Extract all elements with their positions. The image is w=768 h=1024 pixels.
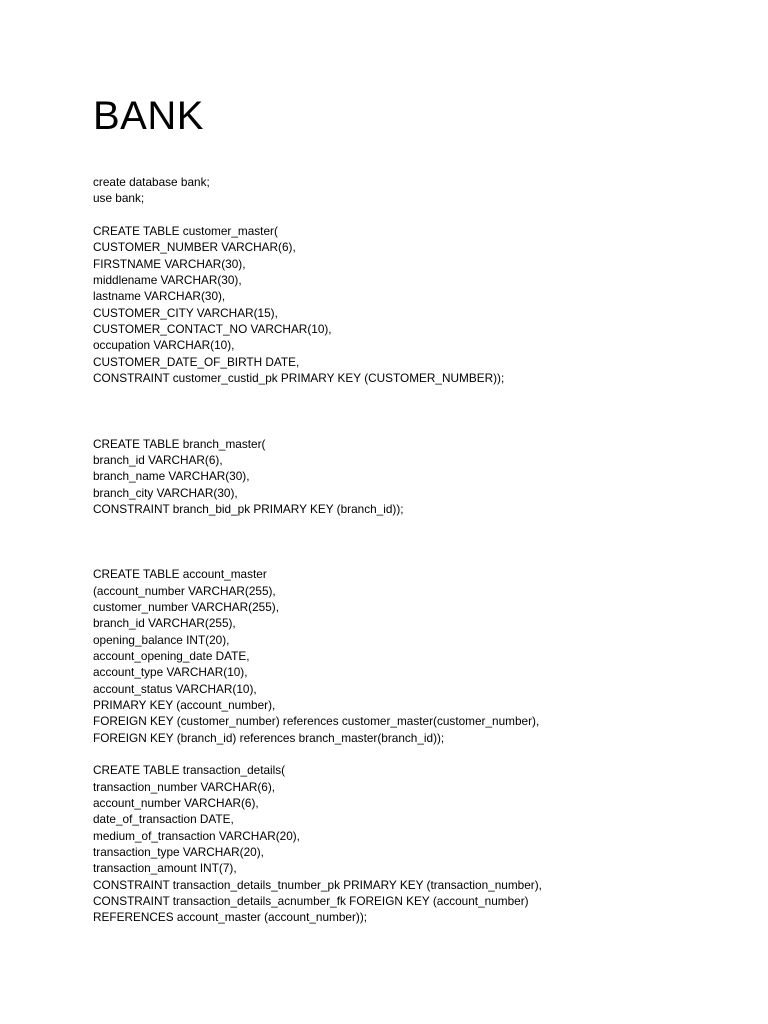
code-line: CREATE TABLE customer_master( xyxy=(93,224,278,239)
code-line: date_of_transaction DATE, xyxy=(93,812,234,827)
code-line: account_type VARCHAR(10), xyxy=(93,665,248,680)
code-line: PRIMARY KEY (account_number), xyxy=(93,698,276,712)
code-line: occupation VARCHAR(10), xyxy=(93,338,235,353)
code-line: CUSTOMER_NUMBER VARCHAR(6), xyxy=(93,240,296,255)
code-line: CUSTOMER_DATE_OF_BIRTH DATE, xyxy=(93,354,300,369)
code-line: FIRSTNAME VARCHAR(30), xyxy=(93,256,246,271)
blank-line xyxy=(93,517,733,533)
code-line: FOREIGN KEY (branch_id) references branch_master(branch_id)); xyxy=(93,730,445,745)
blank-line xyxy=(93,207,733,223)
code-line: CONSTRAINT branch_bid_pk PRIMARY KEY (branch_id)); xyxy=(93,501,404,516)
blank-line xyxy=(93,386,733,402)
code-line: account_opening_date DATE, xyxy=(93,648,250,663)
blank-line xyxy=(93,550,733,566)
code-line: CONSTRAINT transaction_details_acnumber_fk FOREIGN KEY (account_number) xyxy=(93,894,529,909)
code-line: account_number VARCHAR(6), xyxy=(93,796,259,811)
code-line: FOREIGN KEY (customer_number) references customer_master(customer_number), xyxy=(93,714,540,729)
code-line: create database bank; xyxy=(93,175,210,189)
code-line: CREATE TABLE transaction_details( xyxy=(93,763,286,778)
code-line: branch_name VARCHAR(30), xyxy=(93,469,250,484)
code-line: CUSTOMER_CONTACT_NO VARCHAR(10), xyxy=(93,322,332,337)
code-line: transaction_type VARCHAR(20), xyxy=(93,845,264,860)
code-line: branch_city VARCHAR(30), xyxy=(93,485,238,500)
code-line: branch_id VARCHAR(6), xyxy=(93,452,223,467)
document-title: BANK xyxy=(93,94,204,138)
code-line: medium_of_transaction VARCHAR(20), xyxy=(93,828,300,843)
code-line: CUSTOMER_CITY VARCHAR(15), xyxy=(93,305,278,320)
code-line: REFERENCES account_master (account_number)); xyxy=(93,910,368,925)
code-line: transaction_amount INT(7), xyxy=(93,861,237,876)
code-line: CREATE TABLE branch_master( xyxy=(93,436,266,451)
code-line: customer_number VARCHAR(255), xyxy=(93,599,279,614)
code-line: transaction_number VARCHAR(6), xyxy=(93,779,276,794)
blank-line xyxy=(93,746,733,762)
blank-line xyxy=(93,403,733,419)
code-line: (account_number VARCHAR(255), xyxy=(93,583,276,598)
code-line: CONSTRAINT customer_custid_pk PRIMARY KEY (CUSTOMER_NUMBER)); xyxy=(93,371,505,386)
blank-line xyxy=(93,534,733,550)
sql-code-body xyxy=(93,174,733,926)
code-line: branch_id VARCHAR(255), xyxy=(93,616,236,631)
code-line: account_status VARCHAR(10), xyxy=(93,681,257,696)
code-line: CONSTRAINT transaction_details_tnumber_pk PRIMARY KEY (transaction_number), xyxy=(93,877,542,892)
code-line: middlename VARCHAR(30), xyxy=(93,273,242,288)
code-line: use bank; xyxy=(93,191,145,206)
code-line: lastname VARCHAR(30), xyxy=(93,289,226,304)
code-line: CREATE TABLE account_master xyxy=(93,567,267,582)
code-line: opening_balance INT(20), xyxy=(93,632,230,647)
blank-line xyxy=(93,419,733,435)
